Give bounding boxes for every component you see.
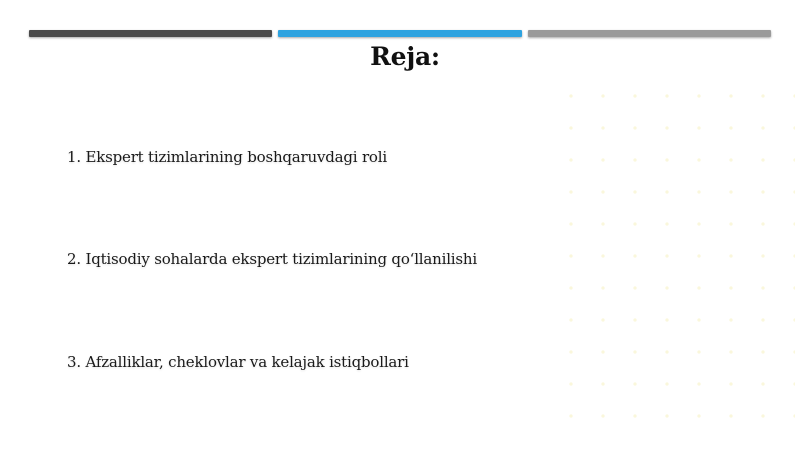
agenda-item: 2. Iqtisodiy sohalarda ekspert tizimlarining qo‘llanilishi: [67, 250, 477, 268]
agenda-item: 3. Afzalliklar, cheklovlar va kelajak istiqbollari: [67, 353, 409, 371]
agenda-item: 1. Ekspert tizimlarining boshqaruvdagi roli: [67, 148, 387, 166]
slide-title: Reja:: [370, 42, 440, 71]
